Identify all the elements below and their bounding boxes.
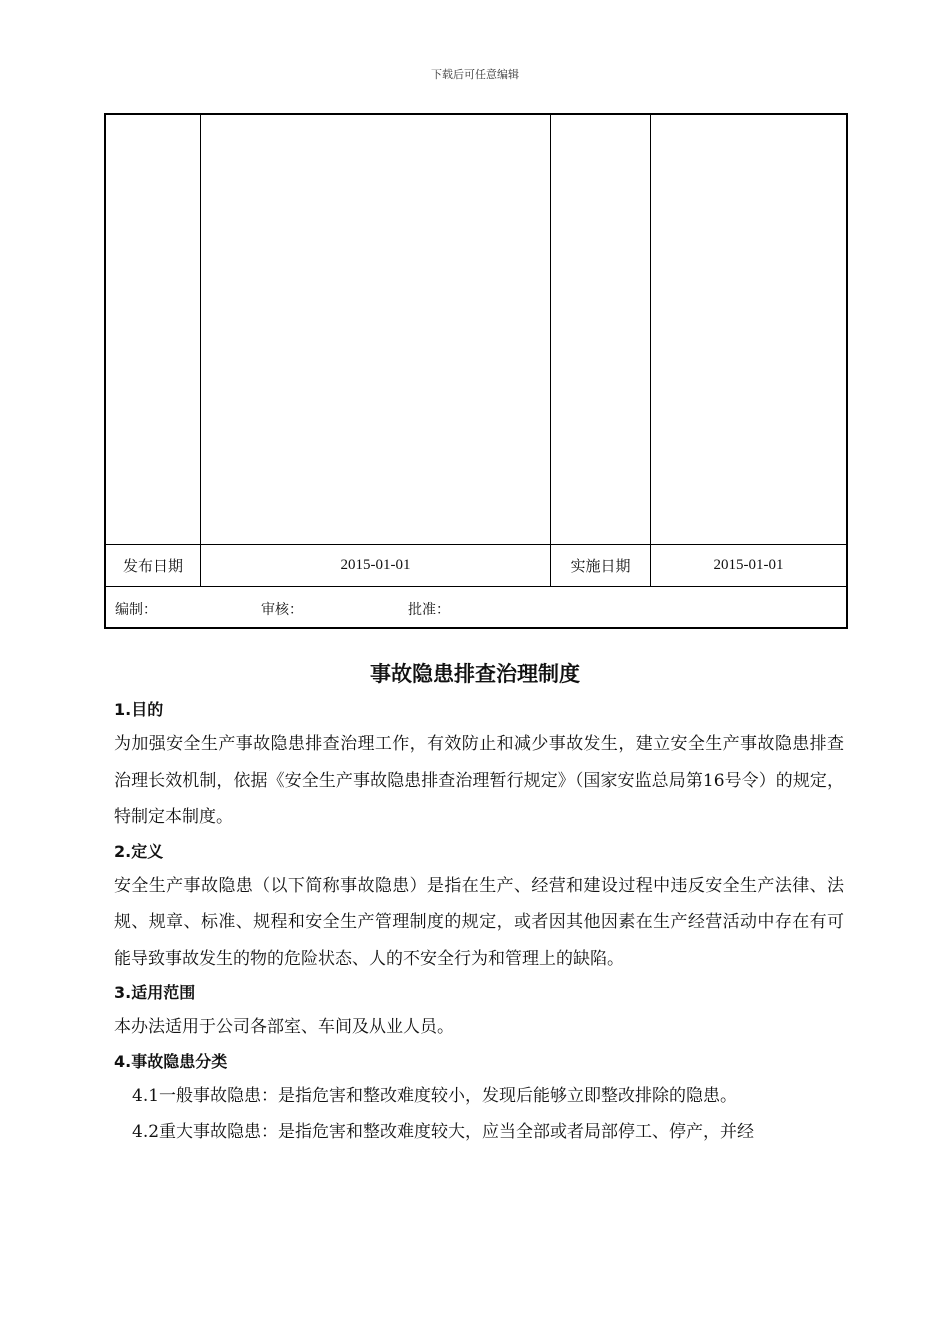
- section-definition: [114, 836, 844, 978]
- table-divider: [650, 115, 651, 587]
- header-note: 下载后可任意编辑: [431, 68, 519, 81]
- publish-date-label: 发布日期: [122, 557, 183, 575]
- section-paragraph: 为加强安全生产事故隐患排查治理工作，有效防止和减少事故发生，建立安全生产事故隐患排查治理长效机制，依据《安全生产事故隐患排查治理暂行规定》（国家安监总局第16号令）的规定，特制定本制度。: [114, 734, 844, 827]
- reviewed-by-label: 审核：: [261, 602, 303, 618]
- publish-date-value: 2015-01-01: [340, 557, 411, 573]
- table-divider: [200, 115, 201, 587]
- document-body: [114, 694, 844, 1151]
- section-classification: [114, 1046, 844, 1151]
- section-heading: 1.目的: [114, 700, 164, 719]
- section-paragraph: 本办法适用于公司各部室、车间及从业人员。: [114, 1017, 454, 1037]
- list-item: 4.1一般事故隐患：是指危害和整改难度较小，发现后能够立即整改排除的隐患。: [132, 1085, 738, 1106]
- section-heading: 4.事故隐患分类: [114, 1051, 228, 1071]
- section-paragraph: 安全生产事故隐患（以下简称事故隐患）是指在生产、经营和建设过程中违反安全生产法律、法规、规章、标准、规程和安全生产管理制度的规定，或者因其他因素在生产经营活动中存在有可能导致事故发生的物的危险状态、人的不安全行为和管理上的缺陷。: [114, 875, 844, 969]
- list-item: 4.2重大事故隐患：是指危害和整改难度较大，应当全部或者局部停工、停产，并经: [132, 1122, 755, 1142]
- document-title: 事故隐患排查治理制度: [370, 662, 580, 686]
- section-heading: 2.定义: [114, 841, 164, 861]
- section-heading: 3.适用范围: [114, 983, 196, 1002]
- table-divider: [550, 115, 551, 587]
- compiled-by-label: 编制：: [115, 602, 157, 618]
- cover-table: [104, 113, 848, 629]
- implement-date-label: 实施日期: [570, 557, 631, 575]
- signature-row: [106, 587, 846, 629]
- section-purpose: [114, 694, 844, 836]
- implement-date-value: 2015-01-01: [713, 557, 784, 573]
- section-scope: [114, 977, 844, 1046]
- approved-by-label: 批准：: [408, 602, 450, 618]
